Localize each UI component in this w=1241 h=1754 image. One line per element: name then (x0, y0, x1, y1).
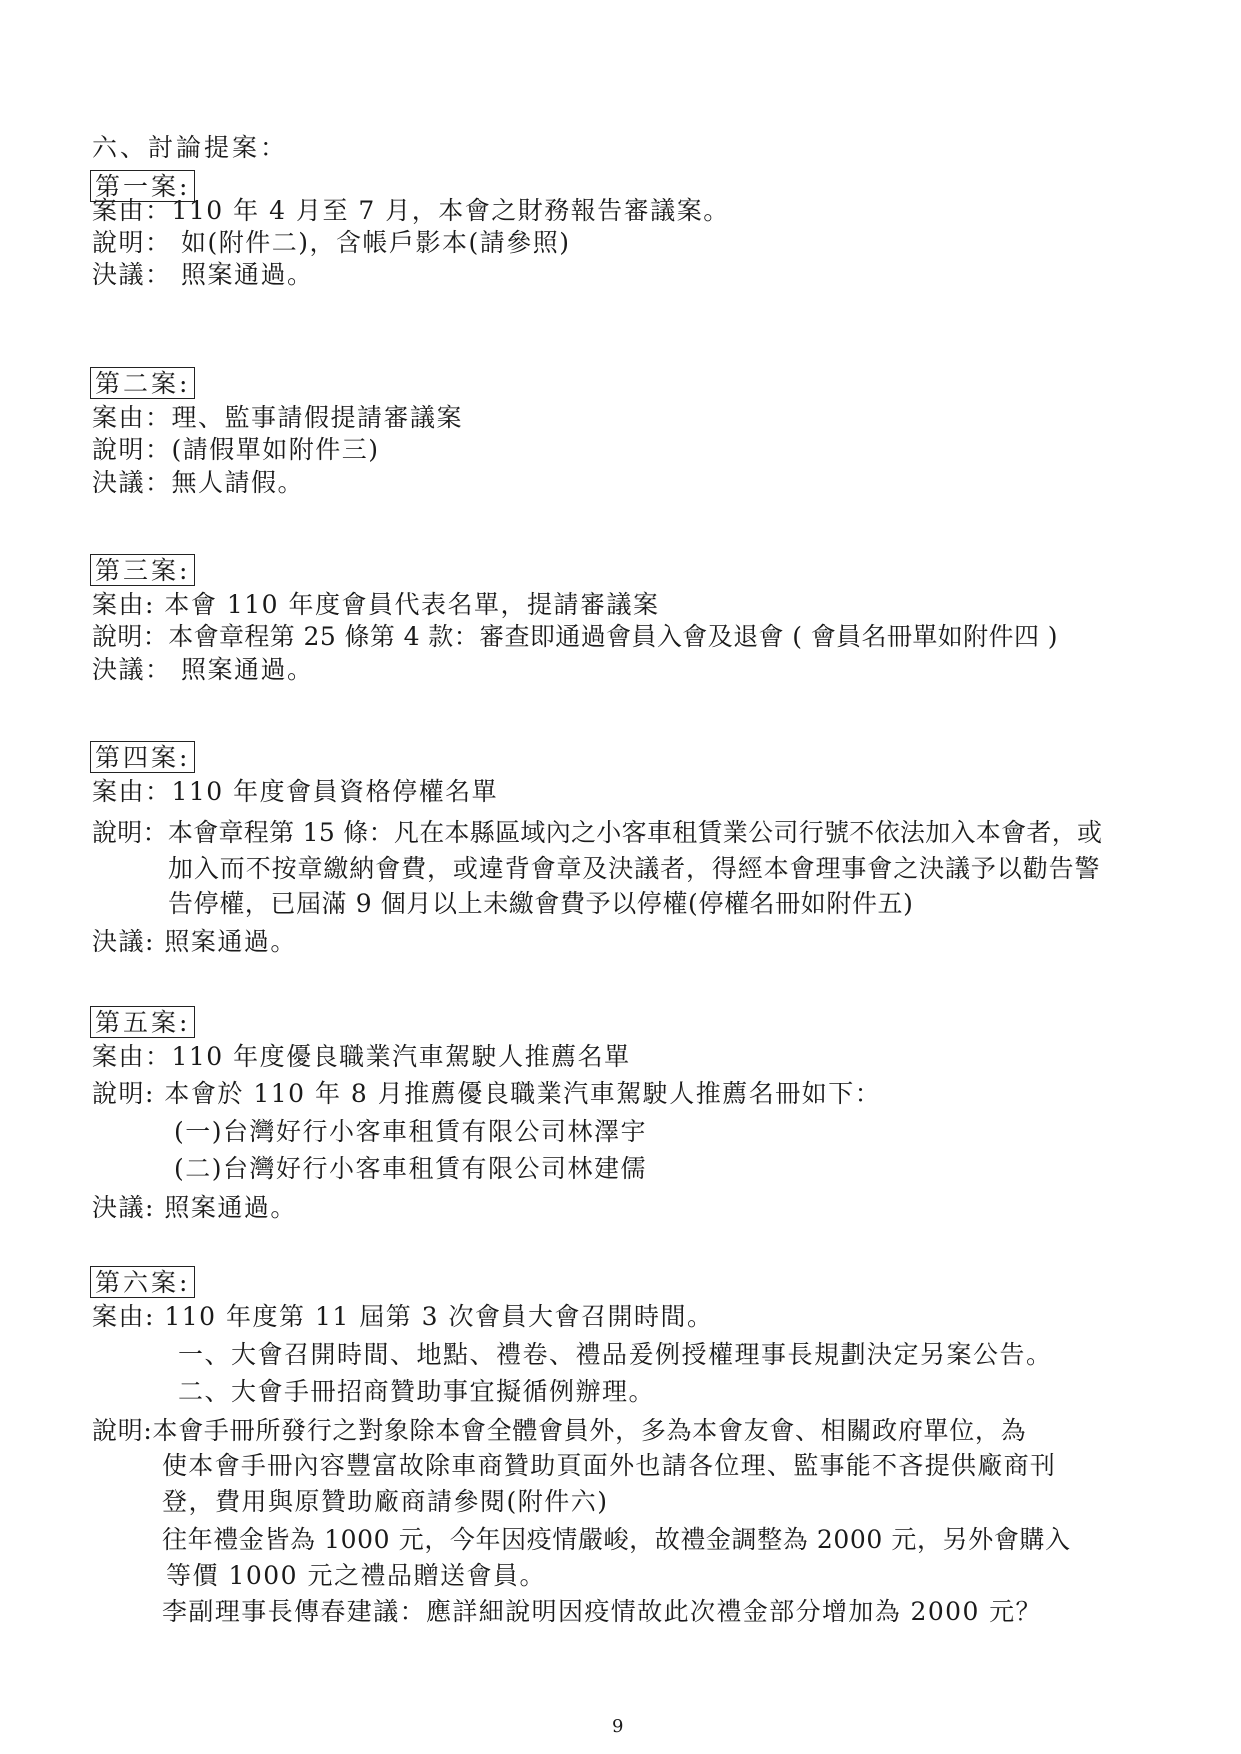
case-title: 第四案: (90, 741, 195, 773)
case-explanation-line: 說明:本會手冊所發行之對象除本會全體會員外，多為本會友會、相關政府單位，為 (92, 1416, 1027, 1445)
case-resolution: 決議: 照案通過。 (92, 927, 297, 956)
case-title: 第五案: (90, 1006, 195, 1038)
case-explanation-line: 使本會手冊內容豐富故除車商贊助頁面外也請各位理、監事能不吝提供廠商刊 (162, 1451, 1057, 1480)
case-title: 第二案: (90, 367, 195, 399)
case-reason: 案由: 本會 110 年度會員代表名單，提請審議案 (92, 590, 660, 619)
case-resolution: 決議： 照案通過。 (92, 655, 314, 684)
case-title: 第六案: (90, 1266, 195, 1298)
case-reason: 案由：110 年 4 月至 7 月，本會之財務報告審議案。 (92, 196, 730, 225)
case-reason: 案由：理、監事請假提請審議案 (92, 403, 464, 432)
case-explanation-line: 李副理事長傳春建議：應詳細說明因疫情故此次禮金部分增加為 2000 元？ (162, 1597, 1042, 1626)
case-reason: 案由：110 年度優良職業汽車駕駛人推薦名單 (92, 1042, 631, 1071)
case-reason: 案由: 110 年度第 11 屆第 3 次會員大會召開時間。 (92, 1302, 714, 1331)
case-explanation-line: 說明：本會章程第 15 條：凡在本縣區域內之小客車租賃業公司行號不依法加入本會者，或 (92, 818, 1103, 847)
case-explanation-line: 告停權，已屆滿 9 個月以上未繳會費予以停權(停權名冊如附件五) (168, 889, 914, 918)
case-explanation-line: 往年禮金皆為 1000 元，今年因疫情嚴峻，故禮金調整為 2000 元，另外會購入 (162, 1525, 1071, 1554)
case-explanation-line: (一)台灣好行小客車租賃有限公司林澤宇 (174, 1117, 648, 1146)
case-resolution: 決議：無人請假。 (92, 468, 305, 497)
section-title: 六、討論提案： (92, 133, 289, 162)
case-explanation-line: (二)台灣好行小客車租賃有限公司林建儒 (174, 1154, 648, 1183)
case-reason-item: 二、大會手冊招商贊助事宜擬循例辦理。 (178, 1377, 656, 1406)
page-number: 9 (612, 1716, 624, 1737)
case-title: 第三案: (90, 554, 195, 586)
case-explanation-line: 加入而不按章繳納會費，或違背會章及決議者，得經本會理事會之決議予以勸告警 (168, 854, 1101, 883)
case-explanation-line: 說明: 本會於 110 年 8 月推薦優良職業汽車駕駛人推薦名冊如下： (92, 1079, 882, 1108)
case-reason-item: 一、大會召開時間、地點、禮卷、禮品爰例授權理事長規劃決定另案公告。 (178, 1340, 1053, 1369)
case-explanation: 說明： 如(附件二)，含帳戶影本(請參照) (92, 228, 571, 257)
case-reason: 案由：110 年度會員資格停權名單 (92, 777, 499, 806)
case-explanation: 說明：本會章程第 25 條第 4 款：審查即通過會員入會及退會 ( 會員名冊單如附件四 ) (92, 622, 1058, 651)
case-explanation-line: 登，費用與原贊助廠商請參閱(附件六) (162, 1487, 609, 1516)
case-resolution: 決議: 照案通過。 (92, 1193, 297, 1222)
case-resolution: 決議： 照案通過。 (92, 260, 314, 289)
case-explanation-line: 等價 1000 元之禮品贈送會員。 (166, 1561, 547, 1590)
case-title: 第一案: (90, 170, 195, 202)
case-explanation: 說明：(請假單如附件三) (92, 435, 380, 464)
